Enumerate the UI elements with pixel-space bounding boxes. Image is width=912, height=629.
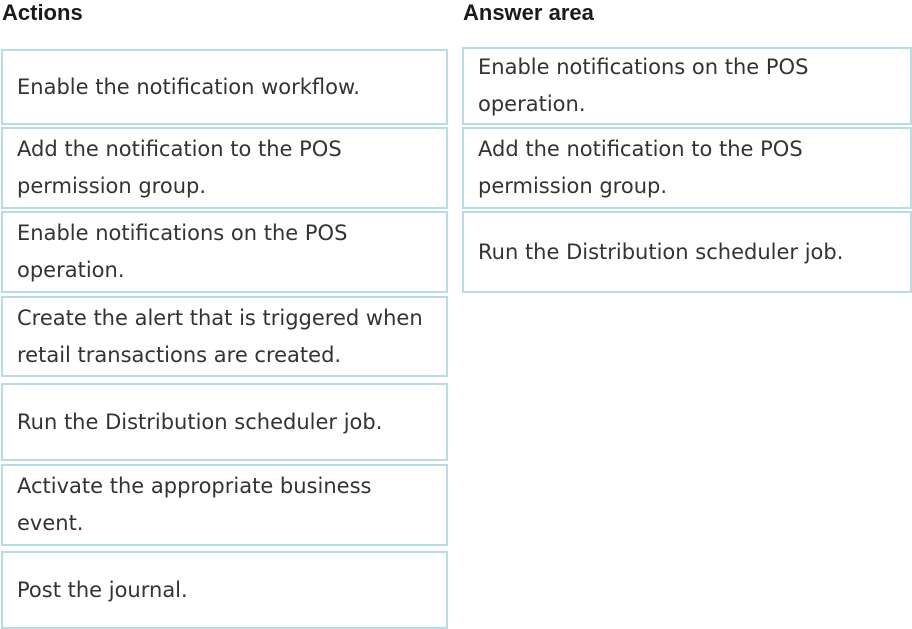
answer-item-enable-notifications-on-pos-operation[interactable] [462,47,912,125]
heading-actions: Actions [2,0,83,25]
action-item-post-the-journal[interactable] [1,551,448,629]
action-item-enable-notifications-on-pos-operation[interactable] [1,211,448,293]
action-item-label: Enable the notification workflow. [17,74,360,99]
answer-item-label: Run the Distribution scheduler job. [478,239,844,264]
action-item-activate-business-event[interactable] [1,464,448,546]
answer-item-label: Enable notifications on the POS operation. [478,55,809,116]
action-item-label: Create the alert that is triggered when retail transactions are created. [17,305,423,367]
action-item-label: Post the journal. [17,577,188,602]
action-item-label: Enable notifications on the POS operation. [17,221,348,282]
action-item-enable-notification-workflow[interactable] [1,49,448,125]
action-item-create-alert[interactable] [1,296,448,377]
answer-item-label: Add the notification to the POS permission group. [478,137,803,198]
action-item-label: Activate the appropriate business event. [17,474,372,535]
action-item-add-notification-to-pos-permission-group[interactable] [1,127,448,209]
heading-answer-area: Answer area [463,0,594,25]
action-item-run-distribution-scheduler-job[interactable] [1,383,448,461]
answer-item-add-notification-to-pos-permission-group[interactable] [462,127,912,209]
action-item-label: Run the Distribution scheduler job. [17,409,383,434]
action-item-label: Add the notification to the POS permission group. [17,137,342,198]
answer-item-run-distribution-scheduler-job[interactable] [462,211,912,293]
